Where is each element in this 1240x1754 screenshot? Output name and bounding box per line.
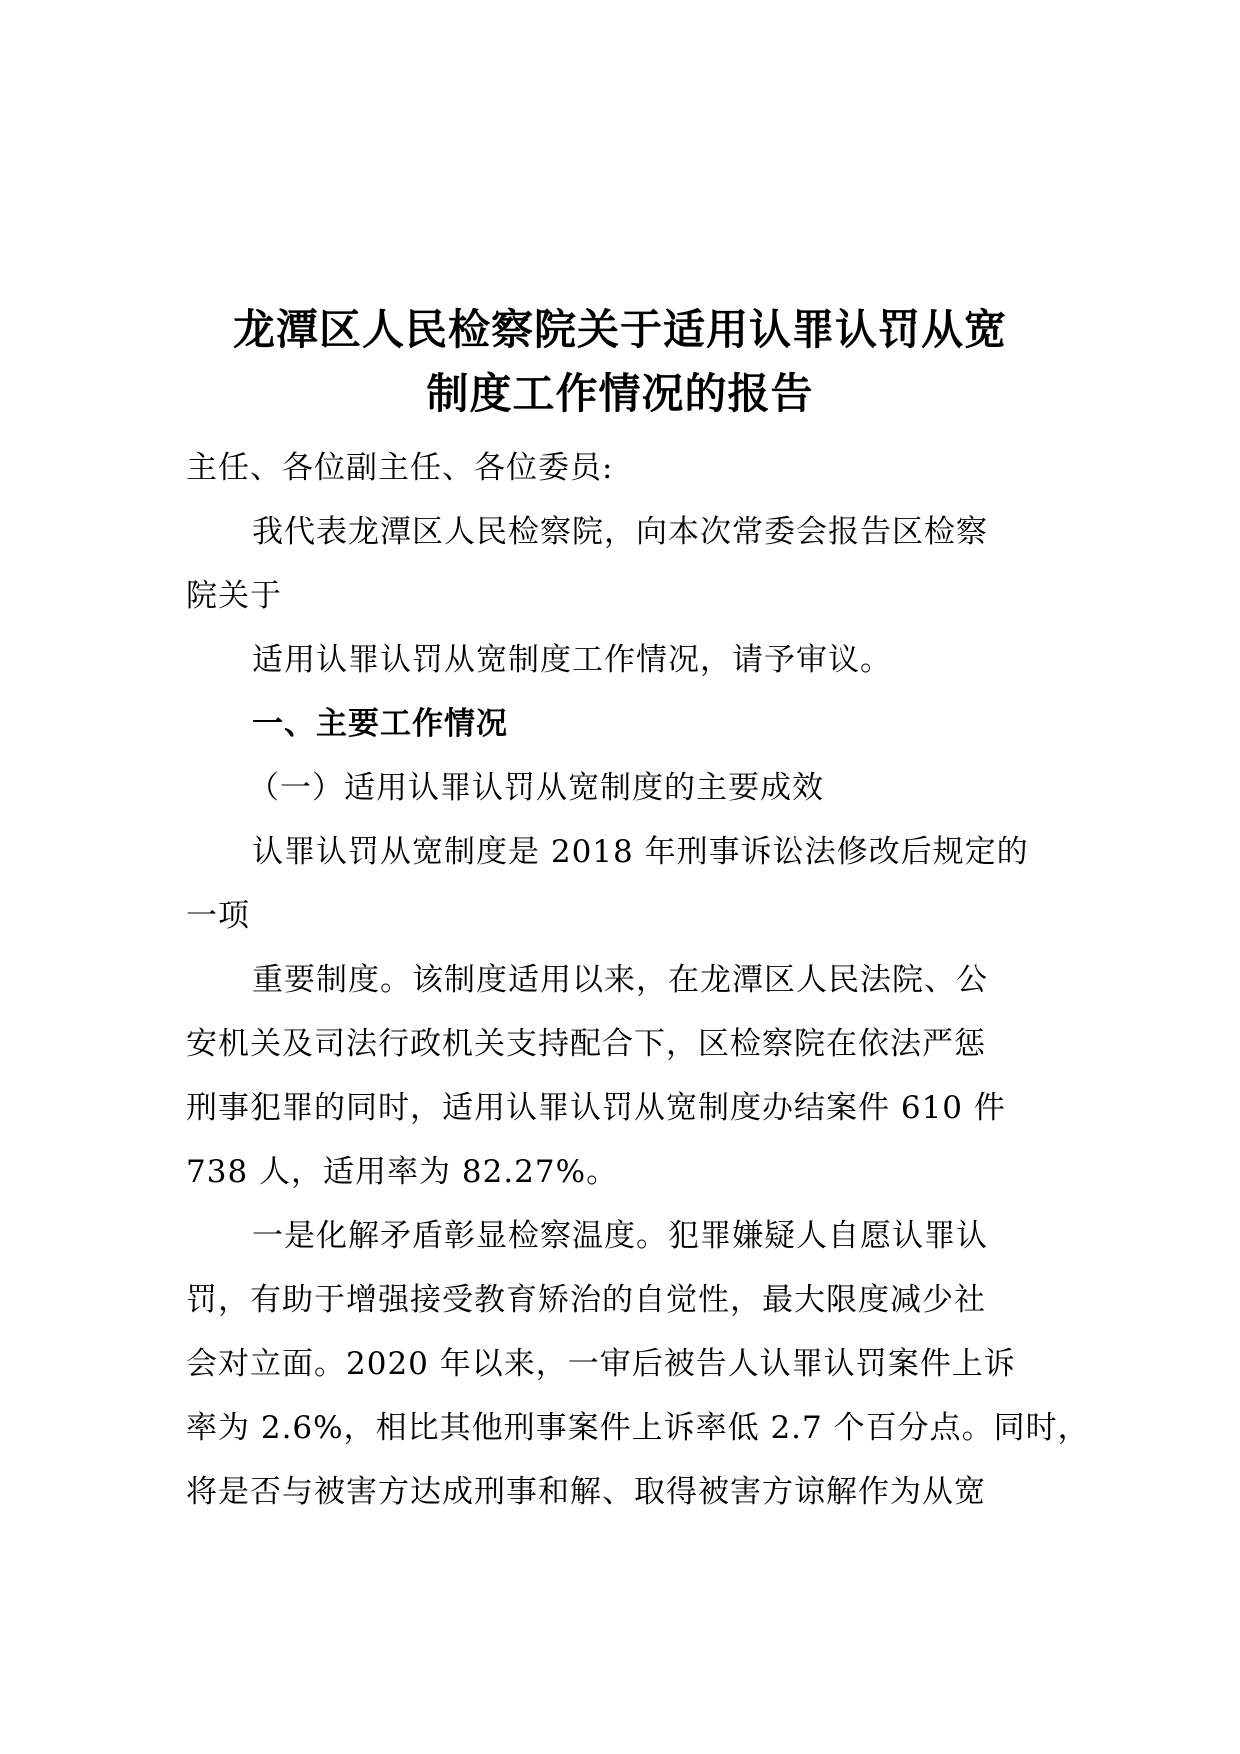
paragraph-line: 刑事犯罪的同时，适用认罪认罚从宽制度办结案件 610 件 bbox=[186, 1090, 1006, 1126]
paragraph-line: 院关于 bbox=[186, 578, 282, 614]
paragraph-line: 认罪认罚从宽制度是 2018 年刑事诉讼法修改后规定的 bbox=[252, 834, 1029, 870]
paragraph-line: 会对立面。2020 年以来，一审后被告人认罪认罚案件上诉 bbox=[186, 1346, 1016, 1382]
section-heading: 一、主要工作情况 bbox=[252, 706, 508, 742]
paragraph-line: 重要制度。该制度适用以来，在龙潭区人民法院、公 bbox=[252, 962, 988, 998]
paragraph-line: 一项 bbox=[186, 898, 250, 934]
document-title bbox=[150, 298, 1090, 426]
paragraph-line: 我代表龙潭区人民检察院，向本次常委会报告区检察 bbox=[252, 514, 988, 550]
paragraph-line: 将是否与被害方达成刑事和解、取得被害方谅解作为从宽 bbox=[186, 1474, 986, 1510]
paragraph-line: 738 人，适用率为 82.27%。 bbox=[186, 1154, 619, 1190]
title-line-1: 龙潭区人民检察院关于适用认罪认罚从宽 bbox=[232, 305, 1007, 354]
document-body bbox=[186, 436, 1090, 1524]
paragraph-line: 适用认罪认罚从宽制度工作情况，请予审议。 bbox=[252, 642, 892, 678]
subsection-heading: （一）适用认罪认罚从宽制度的主要成效 bbox=[248, 770, 824, 806]
salutation: 主任、各位副主任、各位委员: bbox=[186, 450, 614, 486]
paragraph-line: 率为 2.6%，相比其他刑事案件上诉率低 2.7 个百分点。同时， bbox=[186, 1410, 1090, 1446]
paragraph-line: 罚，有助于增强接受教育矫治的自觉性，最大限度减少社 bbox=[186, 1282, 986, 1318]
paragraph-line: 一是化解矛盾彰显检察温度。犯罪嫌疑人自愿认罪认 bbox=[252, 1218, 988, 1254]
paragraph-line: 安机关及司法行政机关支持配合下，区检察院在依法严惩 bbox=[186, 1026, 986, 1062]
title-line-2: 制度工作情况的报告 bbox=[426, 369, 814, 418]
